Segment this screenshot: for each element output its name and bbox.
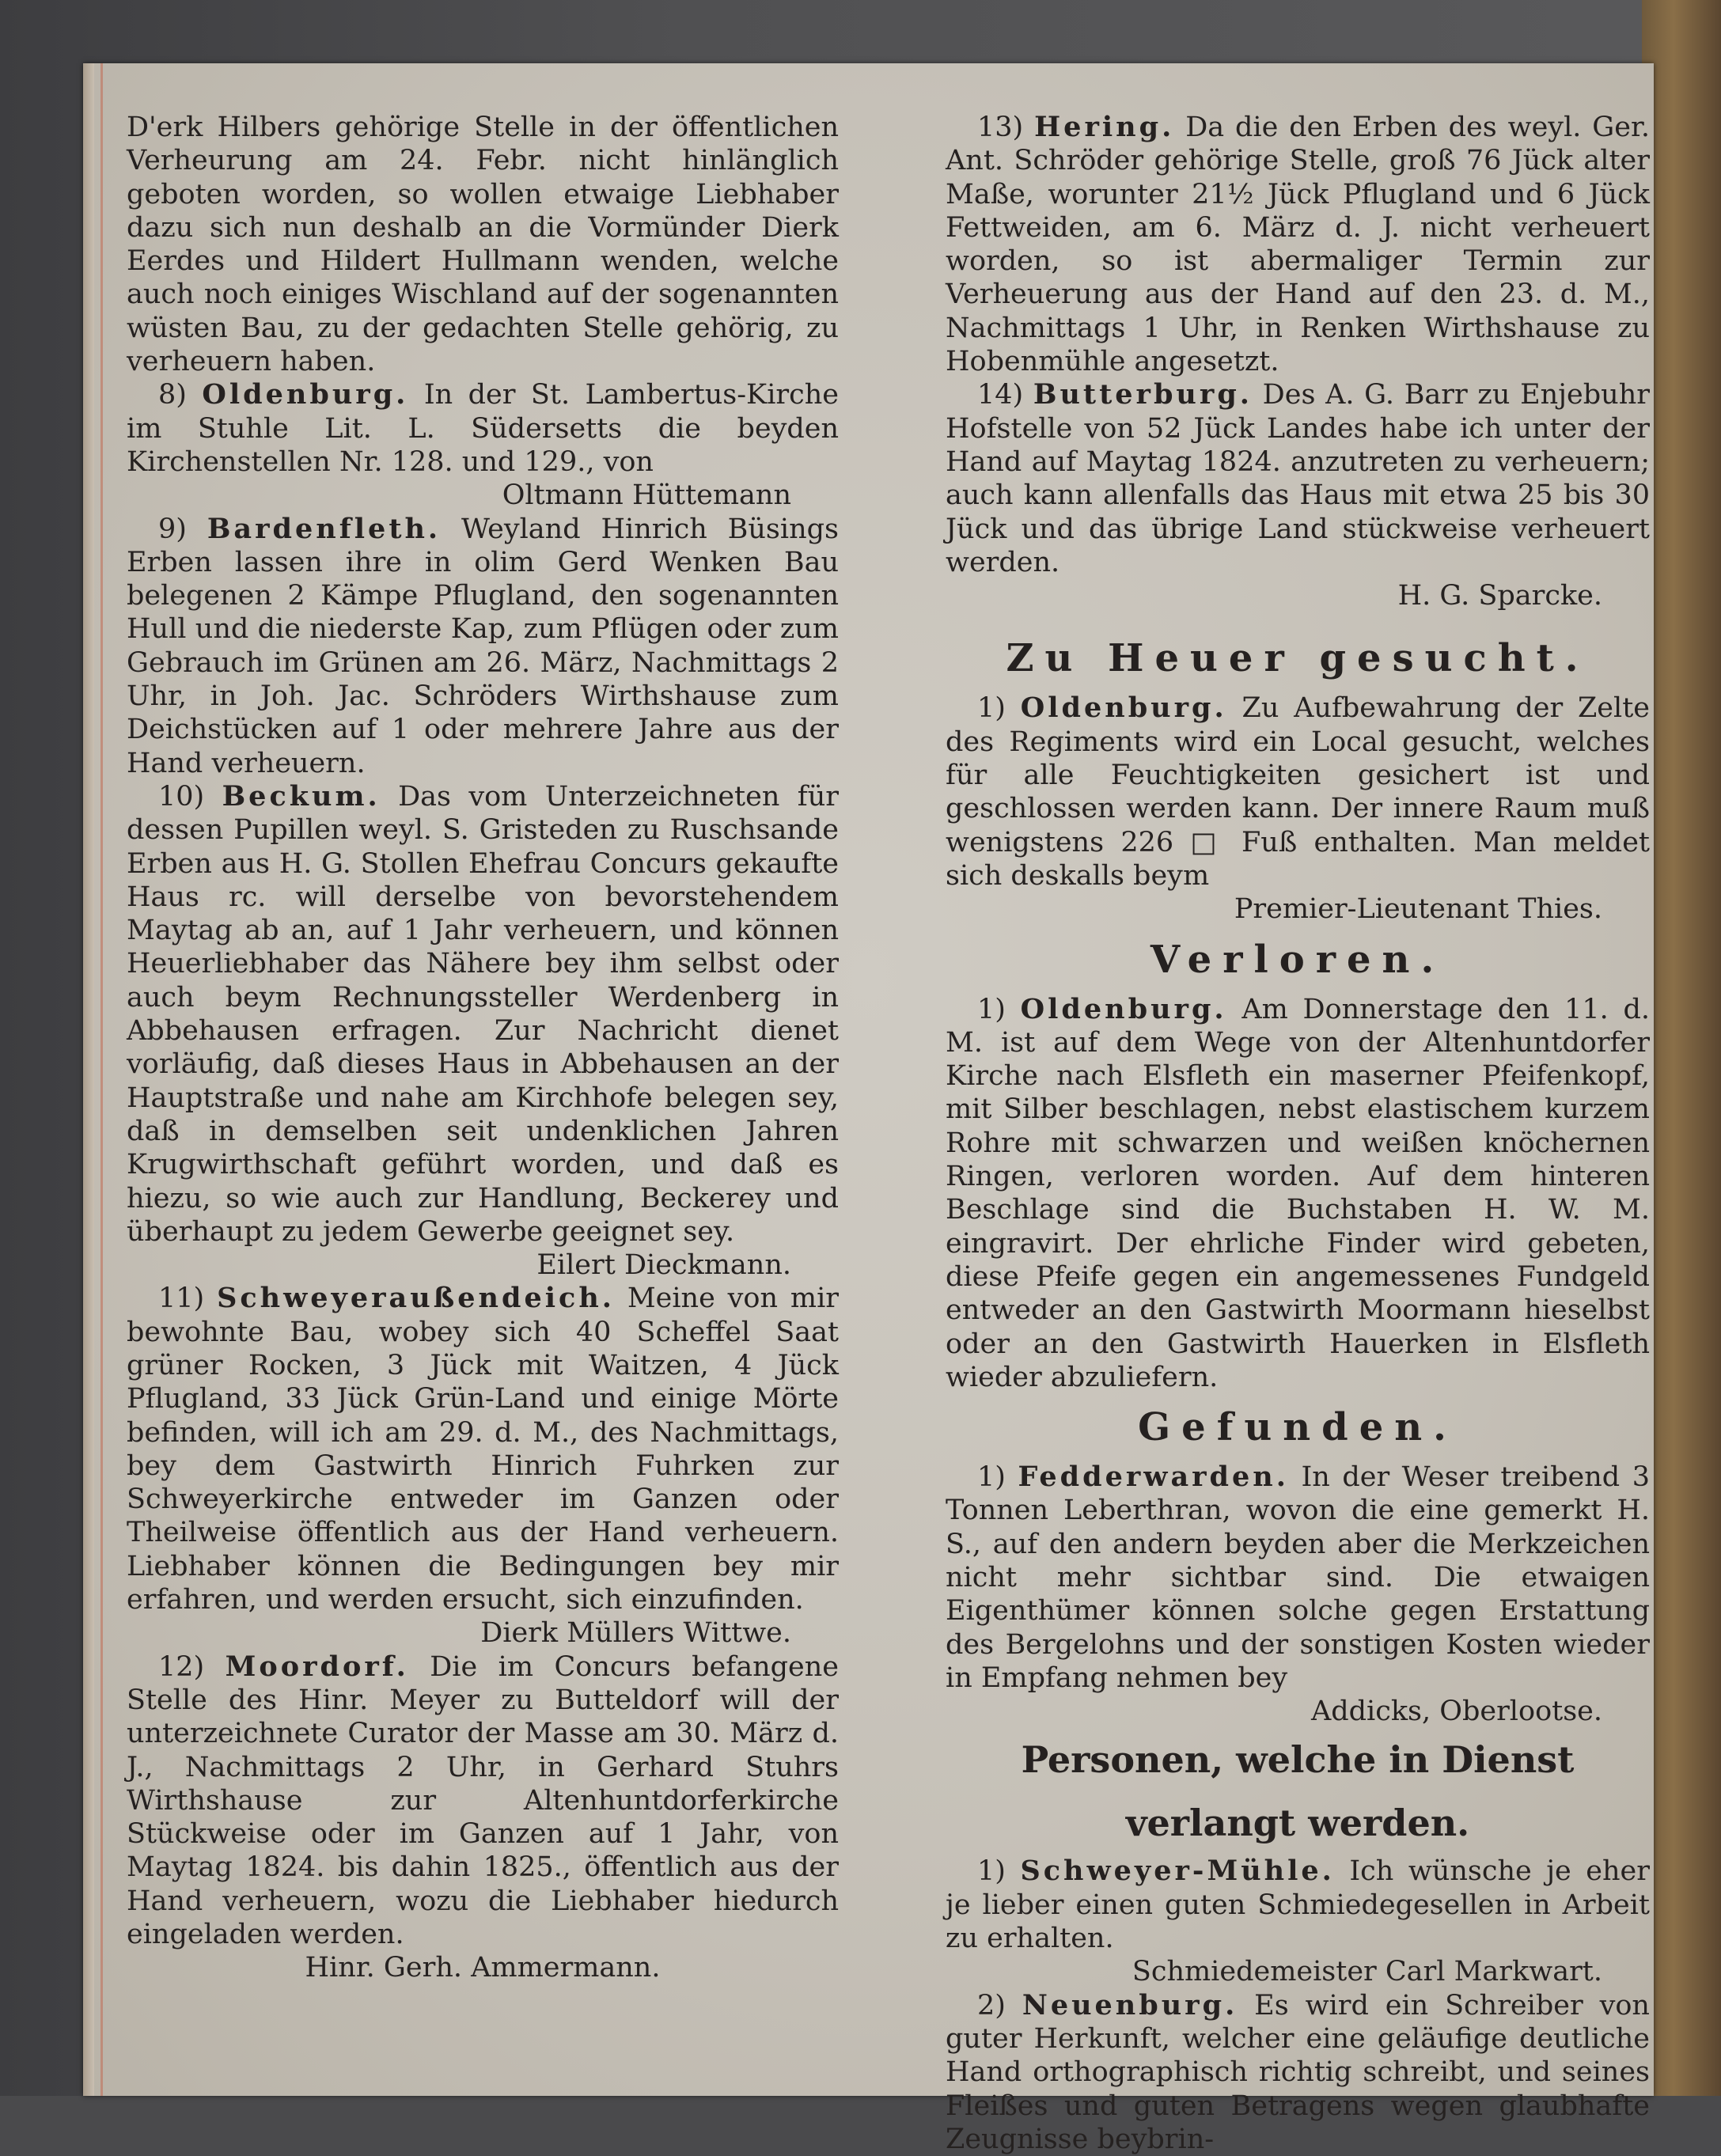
entry-place: Bardenfleth. xyxy=(207,512,442,545)
right-column xyxy=(946,111,1650,2156)
entry-signature: Addicks, Oberlootse. xyxy=(1310,1696,1602,1728)
entry-place: Fedderwarden. xyxy=(1018,1461,1289,1494)
entry-place: Beckum. xyxy=(222,779,381,813)
entry-place: Schweyer-Mühle. xyxy=(1020,1855,1335,1888)
entry-text: Weyland Hinrich Büsings Erben lassen ihre in olim Gerd Wenken Bau belegenen 2 Kämpe Pflugland, den sogenannten Hull und die niederste Kap, zum Pflügen oder zum Gebrauch im Grünen am 26. März, Nachmittags 2 Uhr, in Joh. Jac. Schröders Wirthshause zum Deichstücken auf 1 oder mehrere Jahre aus der Hand verheuern. xyxy=(127,513,839,779)
entry-text: Es wird ein Schreiber von guter Herkunft, welcher eine geläufige deutliche Hand orthographisch richtig schreibt, und seines Fleißes und guten Betragens wegen glaubhafte Zeugnisse beybrin- xyxy=(946,1989,1650,2155)
entry-signature: Dierk Müllers Wittwe. xyxy=(480,1617,791,1650)
entry-signature: H. G. Sparcke. xyxy=(1397,580,1602,612)
entry-text: Das vom Unterzeichneten für dessen Pupillen weyl. S. Gristeden zu Ruschsande Erben aus H. G. Stollen Ehefrau Concurs gekaufte Haus rc. will derselbe von bevorstehendem Maytag ab an, auf 1 Jahr verheuern, und können Heuerliebhaber das Nähere bey ihm selbst oder auch beym Rechnungssteller Werdenberg in Abbehausen erfragen. Zur Nachricht dienet vorläufig, daß dieses Haus in Abbehausen an der Hauptstraße und nahe am Kirchhofe belegen sey, daß in demselben seit undenklichen Jahren Krugwirthschaft geführt worden, und daß es hiezu, so wie auch zur Handlung, Beckerey und überhaupt zu jedem Gewerbe geeignet sey. xyxy=(127,780,839,1248)
entry-11 xyxy=(127,1282,839,1616)
entry-text: Die im Concurs befangene Stelle des Hinr. Meyer zu Butteldorf will der unterzeichnete Curator der Masse am 30. März d. J., Nachmittags 2 Uhr, in Gerhard Stuhrs Wirthshause zur Altenhuntdorferkirche Stückweise oder im Ganzen auf 1 Jahr, von Maytag 1824. bis dahin 1825., öffentlich aus der Hand verheuern, wozu die Liebhaber hiedurch eingeladen werden. xyxy=(127,1650,839,1951)
section-heading-verloren: Verloren. xyxy=(1150,937,1446,982)
entry-text: In der Weser treibend 3 Tonnen Leberthran, wovon die eine gemerkt H. S., auf den andern beyden aber die Merkzeichen nicht mehr sichtbar sind. Die etwaigen Eigenthümer können solche gegen Erstattung des Bergelohns und der sonstigen Kosten wieder in Empfang nehmen bey xyxy=(946,1461,1650,1694)
personen-entry-2 xyxy=(946,1989,1650,2156)
entry-number: 14) xyxy=(977,379,1024,411)
entry-place: Oldenburg. xyxy=(1020,692,1227,725)
entry-10 xyxy=(127,780,839,1249)
page-gutter xyxy=(83,63,94,2096)
entry-signature: Hinr. Gerh. Ammermann. xyxy=(305,1952,661,1984)
entry-text: Am Donnerstage den 11. d. M. ist auf dem Wege von der Altenhuntdorfer Kirche nach Elsfleth ein maserner Pfeifenkopf, mit Silber beschlagen, nebst elastischem kurzem Rohre mit schwarzen und weißen knöchernen Ringen, verloren worden. Auf dem hinteren Beschlage sind die Buchstaben H. W. M. eingravirt. Der ehrliche Finder wird gebeten, diese Pfeife gegen ein angemessenes Fundgeld entweder an den Gastwirth Moormann hieselbst oder an den Gastwirth Hauerken in Elsfleth wieder abzuliefern. xyxy=(946,993,1650,1393)
entry-place: Neuenburg. xyxy=(1022,1988,1238,2021)
entry-13 xyxy=(946,111,1650,378)
entry-9 xyxy=(127,513,839,780)
entry-text: Des A. G. Barr zu Enjebuhr Hofstelle von 52 Jück Landes habe ich unter der Hand auf Maytag 1824. anzutreten zu verheuern; auch kann allenfalls das Haus mit etwa 25 bis 30 Jück und das übrige Land stückweise verheuert werden. xyxy=(946,379,1650,578)
entry-number: 9) xyxy=(158,513,187,545)
entry-number: 2) xyxy=(977,1989,1006,2021)
section-heading-heuer: Zu Heuer gesucht. xyxy=(1006,636,1590,681)
entry-number: 8) xyxy=(158,379,187,411)
book-binding-edge xyxy=(1642,0,1721,2096)
entry-number: 10) xyxy=(158,780,205,813)
entry-signature: Premier-Lieutenant Thies. xyxy=(1234,893,1602,926)
entry-place: Oldenburg. xyxy=(202,378,409,411)
entry-signature: Eilert Dieckmann. xyxy=(536,1249,791,1282)
entry-text: Ich wünsche je eher je lieber einen guten Schmiedegesellen in Arbeit zu erhalten. xyxy=(946,1855,1650,1955)
entry-number: 1) xyxy=(977,993,1006,1025)
entry-number: 12) xyxy=(158,1650,205,1683)
red-edge-line xyxy=(100,63,103,2096)
entry-text: Meine von mir bewohnte Bau, wobey sich 40 Scheffel Saat grüner Rocken, 3 Jück mit Waitzen, 4 Jück Pflugland, 33 Jück Grün-Land und einige Mörte befinden, will ich am 29. d. M., des Nachmittags, bey dem Gastwirth Hinrich Fuhrken zur Schweyerkirche entweder im Ganzen oder Theilweise öffentlich aus der Hand verheuern. Liebhaber können die Bedingungen bey mir erfahren, und werden ersucht, sich einzufinden. xyxy=(127,1283,839,1616)
entry-number: 13) xyxy=(977,112,1024,143)
personen-entry-1 xyxy=(946,1855,1650,1955)
section-heading-personen: Personen, welche in Dienst verlangt werden. xyxy=(1021,1738,1575,1845)
entry-place: Butterburg. xyxy=(1033,378,1253,411)
entry-8 xyxy=(127,378,839,479)
entry-14 xyxy=(946,378,1650,579)
entry-signature: Oltmann Hüttemann xyxy=(502,479,791,512)
entry-number: 1) xyxy=(977,692,1006,725)
entry-number: 1) xyxy=(977,1461,1006,1494)
entry-text: Zu Aufbewahrung der Zelte des Regiments wird ein Local gesucht, welches für alle Feuchtigkeiten gesichert ist und geschlossen werden kann. Der innere Raum muß wenigstens 226 □ Fuß enthalten. Man meldet sich deskalls beym xyxy=(946,692,1650,892)
entry-place: Schweyeraußendeich. xyxy=(217,1282,615,1315)
entry-place: Moordorf. xyxy=(225,1650,409,1683)
entry-place: Oldenburg. xyxy=(1020,992,1227,1025)
left-column xyxy=(127,111,839,1985)
entry-12 xyxy=(127,1650,839,1952)
entry-text: Da die den Erben des weyl. Ger. Ant. Schröder gehörige Stelle, groß 76 Jück alter Maße, worunter 21½ Jück Pflugland und 6 Jück Fettweiden, am 6. März d. J. nicht verheuert worden, so ist abermaliger Termin zur Verheuerung aus der Hand auf den 23. d. M., Nachmittags 1 Uhr, in Renken Wirthshause zu Hobenmühle angesetzt. xyxy=(946,112,1650,378)
verloren-entry-1 xyxy=(946,993,1650,1395)
entry-number: 11) xyxy=(158,1283,205,1315)
continued-entry: D'erk Hilbers gehörige Stelle in der öffentlichen Verheurung am 24. Febr. nicht hinlänglich geboten worden, so wollen etwaige Liebhaber dazu sich nun deshalb an die Vormünder Dierk Eerdes und Hildert Hullmann wenden, welche auch noch einiges Wischland auf der sogenannten wüsten Bau, zu der gedachten Stelle gehörig, zu verheuern haben. xyxy=(127,112,839,378)
entry-number: 1) xyxy=(977,1855,1006,1888)
section-heading-gefunden: Gefunden. xyxy=(1138,1405,1458,1450)
entry-signature: Schmiedemeister Carl Markwart. xyxy=(1132,1956,1602,1988)
entry-place: Hering. xyxy=(1034,111,1175,143)
heuer-entry-1 xyxy=(946,692,1650,892)
gefunden-entry-1 xyxy=(946,1461,1650,1695)
entry-text: In der St. Lambertus-Kirche im Stuhle Lit. L. Südersetts die beyden Kirchenstellen Nr. 128. und 129., von xyxy=(127,379,839,478)
